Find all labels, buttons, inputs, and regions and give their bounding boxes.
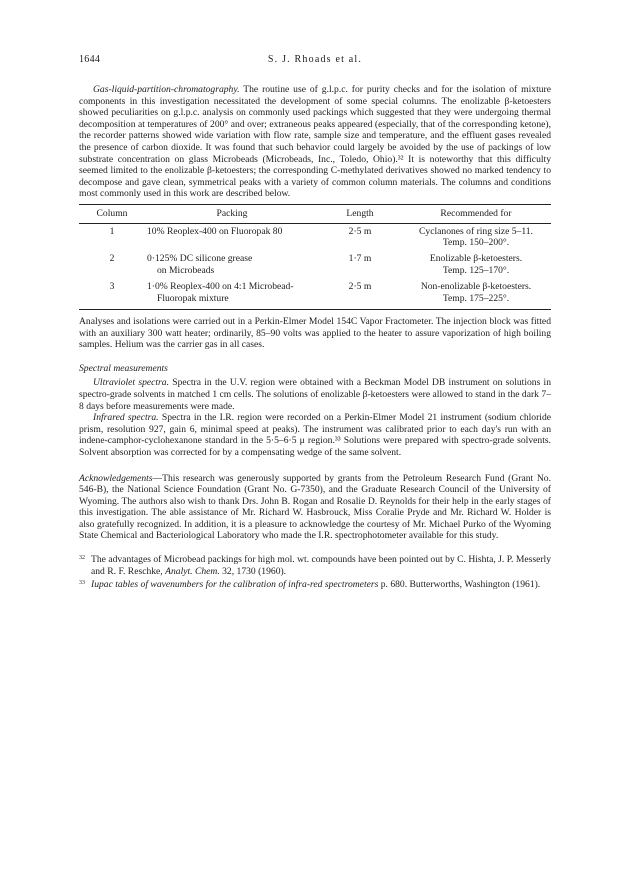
footnote (79, 554, 551, 577)
article-body (79, 84, 551, 593)
footnote-citation: 32, 1730 (1960). (219, 565, 287, 577)
acknowledgements-paragraph (79, 473, 551, 543)
footnotes (79, 554, 551, 591)
acknowledgements-heading: Acknowledgements (79, 472, 153, 484)
table-header-packing: Packing (145, 204, 319, 223)
spectral-heading: Spectral measurements (79, 362, 168, 374)
cell-packing (145, 251, 319, 279)
cell-length: 2·5 m (319, 279, 401, 309)
table-row (79, 223, 551, 251)
packing-line: 10% Reoplex-400 on Fluoropak 80 (147, 225, 283, 237)
cell-recommended (401, 223, 551, 251)
footnote-mark: 32 (79, 555, 85, 562)
footnote-mark: 33 (79, 580, 85, 587)
cell-column: 1 (109, 225, 115, 237)
temperature-line: Temp. 175–225°. (442, 292, 510, 304)
page-header (79, 54, 551, 68)
cell-length: 2·5 m (348, 225, 372, 237)
uv-text: Spectra in the U.V. region were obtained with a Beckman Model DB instrument on solutions in spectro-grade solvents in matched 1 cm cells. The solutions of enolizable β-ketoesters were allowed to stand in the dark 7–8 days before measurements were made. (79, 377, 552, 412)
footnote-journal: Analyt. Chem. (165, 565, 220, 577)
footnote-text (91, 554, 551, 577)
acknowledgements-text: —This research was generously supported by grants from the Petroleum Research Fund (Grant No. 546-B), the National Science Foundation (Grant No. G-7350), and the Graduate Research Council of the University of Wyoming. The authors also wish to thank Drs. John B. Rogan and Rosalie D. Reynolds for their help in the early stages of this investigation. The able assistance of Mr. Richard W. Hasbrouck, Miss Coralie Pryde and Mr. Richard W. Holder is also gratefully recognized. In addition, it is a pleasure to acknowledge the courtesy of Mr. Michael Purko of the Wyoming State Chemical and Bacteriological Laboratory who made the I.R. spectrophotometer available for this study. (79, 472, 551, 542)
running-head: S. J. Rhoads et al. (267, 54, 363, 65)
uv-heading: Ultraviolet spectra. (93, 377, 169, 389)
footnote (79, 579, 551, 591)
table-header-row (79, 204, 551, 223)
ir-heading: Infrared spectra. (93, 412, 159, 424)
cell-column: 2 (109, 253, 115, 265)
ir-text: Spectra in the I.R. region were recorded on a Perkin-Elmer Model 21 instrument (sodium chloride prism, resolution 927, gain 6, minimal speed at peaks). The instrument was calibrated prior to each day's run with an indene-camphor-cyclohexanone standard in the 5·5–6·5 μ region.³³ Solutions were prepared with spectro-grade solvents. Solvent absorption was corrected for by a compensating wedge of the same solvent. (79, 412, 552, 458)
page-number: 1644 (79, 54, 101, 65)
footnote-text (91, 579, 551, 591)
recommended-line: Cyclanones of ring size 5–11. (419, 225, 533, 237)
cell-recommended (401, 279, 551, 309)
temperature-line: Temp. 150–200°. (442, 236, 510, 248)
columns-table (79, 204, 551, 310)
footnote-book-title: Iupac tables of wavenumbers for the calibration of infra-red spectrometers (91, 579, 379, 591)
cell-packing (145, 223, 319, 251)
cell-length: 1·7 m (348, 253, 372, 265)
table-row (79, 251, 551, 279)
glpc-heading: Gas-liquid-partition-chromatography. (93, 84, 240, 95)
ir-paragraph (79, 412, 551, 458)
packing-line: 0·125% DC silicone grease (147, 253, 253, 265)
cell-column: 3 (79, 279, 145, 309)
glpc-paragraph (79, 84, 551, 200)
table-header-recommended: Recommended for (401, 204, 551, 223)
footnote-citation: p. 680. Butterworths, Washington (1961). (378, 579, 541, 591)
recommended-line: Enolizable β-ketoesters. (429, 253, 523, 265)
recommended-line: Non-enolizable β-ketoesters. (420, 281, 532, 293)
table-header-column: Column (79, 204, 145, 223)
uv-paragraph (79, 377, 551, 412)
cell-packing (145, 279, 319, 309)
table-header-length: Length (319, 204, 401, 223)
packing-line-2: Fluoropak mixture (157, 292, 229, 304)
glpc-text: The routine use of g.l.p.c. for purity checks and for the isolation of mixture components in this investigation necessitated the development of some special columns. The enolizable β-ketoesters showed peculiarities on g.l.p.c. analysis on commonly used packings which suggested that they were undergoing thermal decomposition at temperatures of 200° and over; extraneous peaks appeared (especially, that of the corresponding ketone), the recorder patterns showed wide variation with flow rate, sample size and temperature, and the effluent gases revealed the presence of carbon dioxide. It was found that such behavior could largely be avoided by the use of packings of low substrate concentration on glass Microbeads (Microbeads, Inc., Toledo, Ohio).³² It is noteworthy that this difficulty seemed limited to the enolizable β-ketoesters; the corresponding C-methylated derivatives showed no marked tendency to decompose and gave clean, symmetrical peaks with a variety of common column materials. The columns and conditions most commonly used in this work are described below. (79, 84, 551, 200)
packing-line-2: on Microbeads (157, 264, 215, 276)
cell-recommended (401, 251, 551, 279)
temperature-line: Temp. 125–170°. (442, 264, 510, 276)
table-row (79, 279, 551, 309)
footnote-authors: The advantages of Microbead packings for high mol. wt. compounds have been pointed out by C. Hishta, J. P. Messerly and R. F. Reschke, (91, 554, 551, 577)
packing-line: 1·0% Reoplex-400 on 4:1 Microbead- (147, 281, 294, 293)
fractometer-paragraph: Analyses and isolations were carried out in a Perkin-Elmer Model 154C Vapor Fractometer. The injection block was fitted with an auxiliary 300 watt heater; ordinarily, 85–90 volts was applied to the heater to assure vaporization of high boiling samples. Helium was the carrier gas in all cases. (79, 315, 551, 351)
